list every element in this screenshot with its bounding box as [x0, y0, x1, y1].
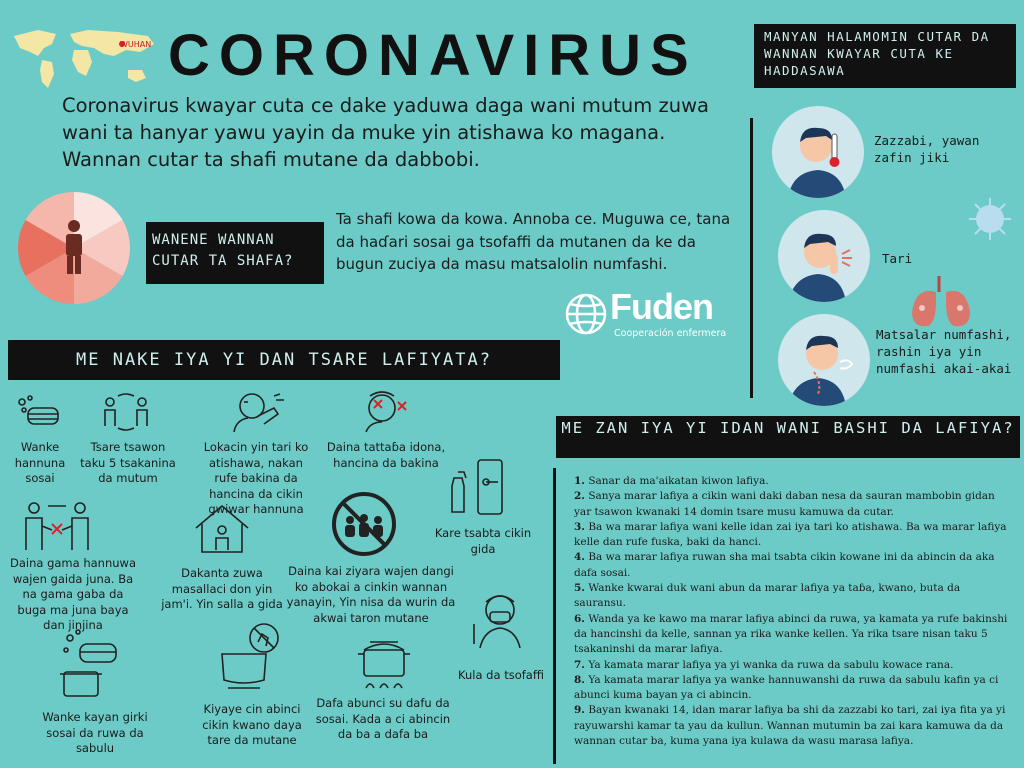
symptoms-heading: MANYAN HALAMOMIN CUTAR DA WANNAN KWAYAR CUTA KE HADDASAWA	[754, 24, 1016, 88]
fuden-logo	[564, 286, 744, 342]
if-sick-heading: ME ZAN IYA YI IDAN WANI BASHI DA LAFIYA?	[556, 416, 1020, 458]
fever-icon	[772, 106, 864, 198]
no-sharing-icon	[218, 620, 284, 692]
prev-elderly-label: Kula da tsofaffi	[458, 668, 544, 682]
globe-icon	[564, 290, 608, 338]
step-item: 2. Sanya marar lafiya a cikin wani daki daban nesa da sauran mambobin gidan yar tsawon kwanaki 14 domin tsare musu kamuwa da cutar.	[574, 490, 995, 518]
virus-icon	[960, 194, 1020, 244]
prev-clean-label: Kare tsabta cikin gida	[434, 526, 532, 556]
step-item: 4. Ba wa marar lafiya ruwan sha mai tsabta cikin kowane ini da abincin da aka dafa sosai.	[574, 551, 995, 579]
breathing-icon	[778, 314, 870, 406]
prev-mosque-label: Dakanta zuwa masallaci don yin jam'i. Yin salla a gida	[161, 566, 283, 611]
prevention-heading: ME NAKE IYA YI DAN TSARE LAFIYATA?	[8, 340, 560, 380]
prev-distance-label: Tsare tsawon taku 5 tsakanina da mutum	[80, 440, 176, 485]
home-prayer-icon	[192, 502, 252, 556]
distance-icon	[100, 392, 152, 432]
symptom-fever-label: Zazzabi, yawan zafin jiki	[874, 133, 980, 165]
no-touch-face-icon	[360, 386, 414, 434]
risk-pie-icon	[16, 190, 132, 306]
wash-pots-icon	[56, 628, 128, 700]
prev-crowd-label: Daina kai ziyara wajen dangi ko abokai a cinkin wannan yanayin, Yin nisa da wurin da akwai taron mutane	[286, 564, 456, 625]
logo-tagline: Cooperación enfermera	[614, 328, 727, 339]
divider	[750, 118, 753, 398]
if-sick-steps	[574, 474, 1014, 749]
elderly-mask-icon	[466, 588, 530, 650]
prev-sneeze-label: Lokacin yin tari ko atishawa, nakan rufe bakina da hancina da cikin gwiwar hannuna	[203, 440, 309, 516]
hand-wash-icon	[16, 394, 66, 434]
step-item: 1. Sanar da ma'aikatan kiwon lafiya.	[574, 475, 769, 487]
symptom-cough-label: Tari	[882, 251, 913, 266]
page-title: CORONAVIRUS	[168, 23, 698, 88]
prev-cover-food-label: Dafa abunci su dafu da sosai. Kada a ci abincin da ba a dafa ba	[315, 696, 451, 741]
step-item: 6. Wanda ya ke kawo ma marar lafiya abinci da ruwa, ya kamata ya rufe bakinshi da hancinshi da kelle, sannan ya rika wanke kellen. Ya rika tsare nisan taku 5 tsakaninshi da marar lafiya.	[574, 612, 1008, 656]
intro-text: Coronavirus kwayar cuta ce dake yaduwa daga wani mutum zuwa wani ta hanyar yawu yayin da muke yin atishawa ko magana. Wannan cutar ta shafi mutane da dabbobi.	[62, 94, 709, 171]
wuhan-label: WUHAN	[120, 40, 152, 49]
prev-share-label: Kiyaye cin abinci cikin kwano daya tare da mutane	[202, 702, 302, 747]
prev-pots-label: Wanke kayan girki sosai da ruwa da sabulu	[42, 710, 148, 755]
no-crowd-icon	[330, 490, 398, 558]
step-item: 5. Wanke kwarai duk wani abun da marar lafiya ya taɓa, kwano, buta da sauransu.	[574, 582, 961, 610]
step-item: 8. Ya kamata marar lafiya ya wanke hannuwanshi da ruwa da sabulu kafin ya ci abunci kuma bayan ya ci abincin.	[574, 673, 999, 702]
divider-sick	[553, 468, 556, 764]
step-item: 9. Bayan kwanaki 14, idan marar lafiya ba shi da zazzabi ko tari, zai iya fita ya yi rayuwarshi kamar ta yau da kullun. Wannan mutumin ba zai kara kamuwa da da wannan cutar ba, kuma yana iya kulawa da wasu marasa lafiya.	[574, 704, 1006, 748]
cough-icon	[778, 210, 870, 302]
prev-touch-label: Daina tattaɓa idona, hancina da bakina	[326, 440, 446, 470]
no-handshake-icon	[20, 500, 94, 552]
who-affected-text: Ta shafi kowa da kowa. Annoba ce. Muguwa ce, tana da haɗari sosai ga tsofaffi da mutanen da ke da bugun zuciya da masu matsalolin numfashi.	[336, 210, 731, 273]
world-map-icon	[8, 26, 158, 92]
symptom-breathing-label: Matsalar numfashi, rashin iya yin numfashi akai-akai	[876, 327, 1012, 376]
covered-pot-icon	[356, 632, 412, 692]
step-item: 7. Ya kamata marar lafiya ya yi wanka da ruwa da sabulu kowace rana.	[574, 658, 954, 671]
logo-name: Fuden	[610, 286, 713, 327]
prev-wash-label: Wanke hannuna sosai	[14, 440, 66, 485]
sneeze-elbow-icon	[230, 386, 286, 434]
who-affected-heading: WANENE WANNAN CUTAR TA SHAFA?	[146, 222, 324, 284]
step-item: 3. Ba wa marar lafiya wani kelle idan zai iya tari ko atishawa. Ba wa marar lafiya kelle dan rufe fuska, baki da hanci.	[574, 520, 1007, 549]
lungs-icon	[906, 272, 976, 332]
spray-door-icon	[448, 456, 512, 518]
prev-handshake-label: Daina gama hannuwa wajen gaida juna. Ba na gama gaba da buga ma juna baya dan jinjina	[10, 556, 136, 632]
